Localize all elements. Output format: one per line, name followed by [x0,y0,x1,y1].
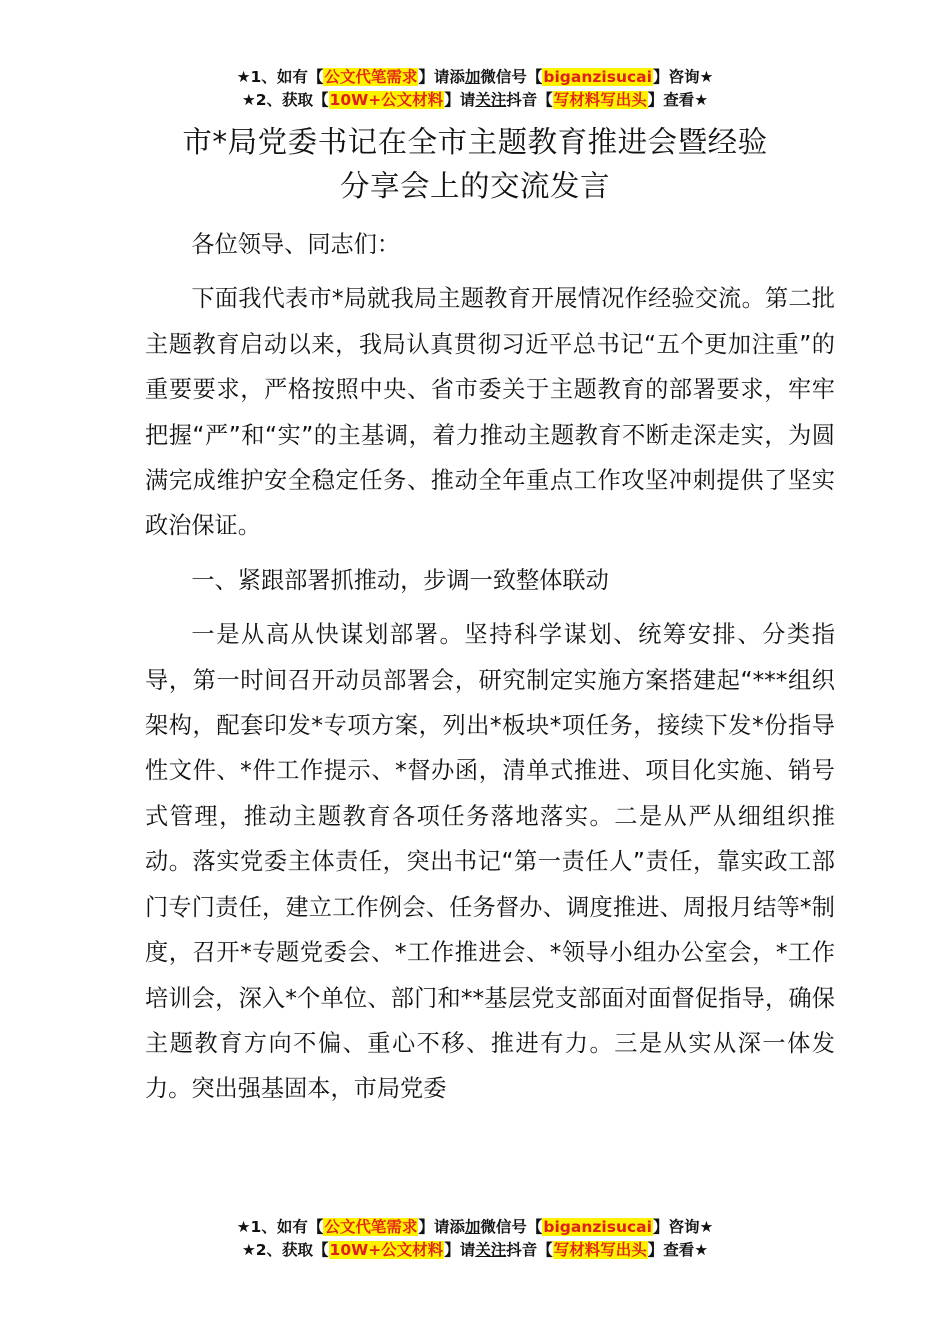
highlight-douyin-account: 写材料写出头 [553,91,647,109]
promo-line-1: ★1、如有【公文代笔需求】请添加微信号【biganzisucai】咨询★ [236,68,714,86]
intro-paragraph: 下面我代表市*局就我局主题教育开展情况作经验交流。第二批主题教育启动以来，我局认真贯彻习近平总书记“五个更加注重”的重要要求，严格按照中央、省市委关于主题教育的部署要求，牢牢把握“严”和“实”的主基调，着力推动主题教育不断走深走实，为圆满完成维护安全稳定任务、推动全年重点工作攻坚冲刺提供了坚实政治保证。 [145,285,835,540]
highlight-service: 公文代笔需求 [324,68,418,86]
highlight-douyin-account: 写材料写出头 [553,1241,647,1259]
promo-line-2: ★2、获取【10W+公文材料】请关注抖音【写材料写出头】查看★ [241,91,709,109]
document-title [130,120,820,208]
body-paragraph: 一是从高从快谋划部署。坚持科学谋划、统筹安排、分类指导，第一时间召开动员部署会，研究制定实施方案搭建起“***组织架构，配套印发*专项方案，列出*板块*项任务，接续下发*份指导性文件、*件工作提示、*督办函，清单式推进、项目化实施、销号式管理，推动主题教育各项任务落地落实。二是从严从细组织推动。落实党委主体责任，突出书记“第一责任人”责任，靠实政工部门专门责任，建立工作例会、任务督办、调度推进、周报月结等*制度，召开*专题党委会、*工作推进会、*领导小组办公室会，*工作培训会，深入*个单位、部门和**基层党支部面对面督促指导，确保主题教育方向不偏、重心不移、推进有力。三是从实从深一体发力。突出强基固本，市局党委 [145,621,835,1103]
promo-banner-bottom [0,1216,950,1262]
highlight-service: 公文代笔需求 [324,1218,418,1236]
highlight-wechat-id: biganzisucai [543,1218,652,1236]
salutation: 各位领导、同志们： [191,231,401,258]
highlight-materials: 10W+公文材料 [329,1241,444,1259]
promo-line-2: ★2、获取【10W+公文材料】请关注抖音【写材料写出头】查看★ [241,1241,709,1259]
highlight-materials: 10W+公文材料 [329,91,444,109]
title-line-2: 分享会上的交流发言 [339,169,610,203]
promo-line-1: ★1、如有【公文代笔需求】请添加微信号【biganzisucai】咨询★ [236,1218,714,1236]
promo-banner-top [0,66,950,112]
document-body [145,222,835,1112]
section-heading-1: 一、紧跟部署抓推动，步调一致整体联动 [191,566,609,594]
highlight-wechat-id: biganzisucai [543,68,652,86]
title-line-1: 市*局党委书记在全市主题教育推进会暨经验 [182,125,768,159]
